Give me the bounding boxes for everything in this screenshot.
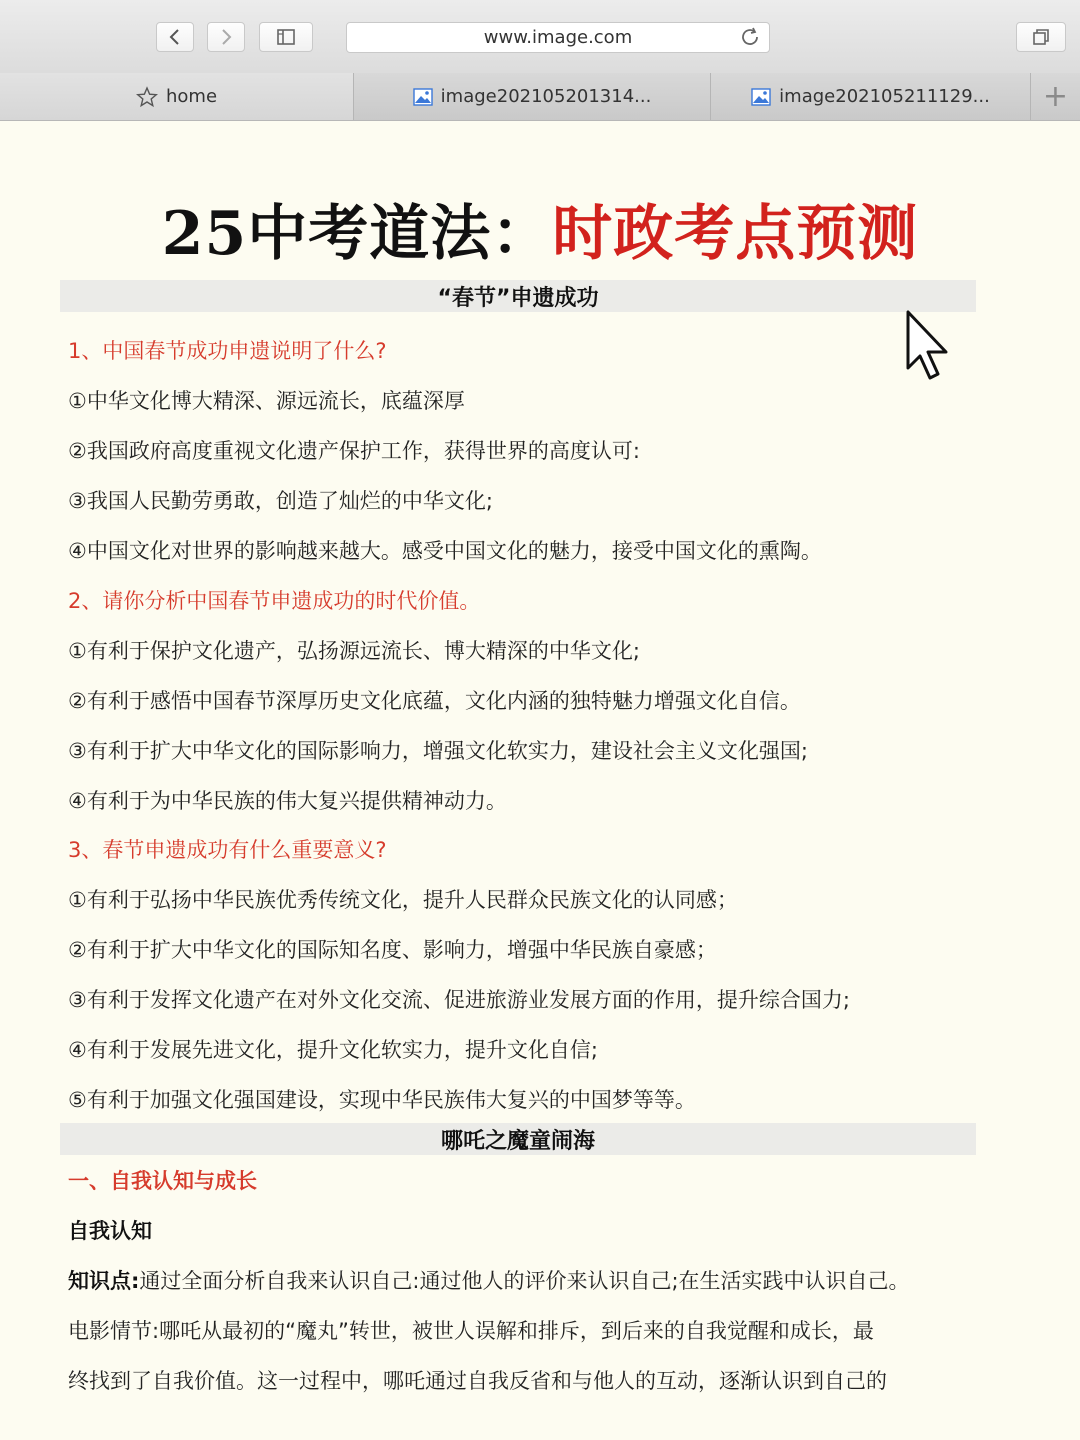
title-highlight: 时政考点预测 [552, 199, 919, 269]
tab-overview-button[interactable] [1016, 22, 1066, 52]
address-bar[interactable] [346, 22, 770, 53]
page-title [0, 186, 1080, 272]
browser-toolbar [0, 0, 1080, 74]
url-text: www.image.com [483, 27, 633, 48]
subheading-self-cognition: 自我认知 [68, 1219, 152, 1243]
forward-button[interactable] [207, 22, 245, 52]
answer-item: ③有利于扩大中华文化的国际影响力，增强文化软实力，建设社会主义文化强国; [68, 739, 808, 763]
subheading-self-awareness: 一、自我认知与成长 [68, 1169, 257, 1193]
answer-item: ③我国人民勤劳勇敢，创造了灿烂的中华文化; [68, 489, 493, 513]
movie-plot-line: 终找到了自我价值。这一过程中，哪吒通过自我反省和与他人的互动，逐渐认识到自己的 [68, 1369, 887, 1393]
knowledge-point-text: 通过全面分析自我来认识自己:通过他人的评价来认识自己;在生活实践中认识自己。 [139, 1269, 910, 1293]
answer-item: ②我国政府高度重视文化遗产保护工作，获得世界的高度认可: [68, 439, 640, 463]
image-icon [751, 88, 771, 106]
mouse-cursor-icon [904, 310, 958, 382]
section-heading-nezha: 哪吒之魔童闹海 [60, 1123, 976, 1155]
question-3: 3、春节申遗成功有什么重要意义? [68, 838, 387, 862]
answer-item: ①有利于弘扬中华民族优秀传统文化，提升人民群众民族文化的认同感； [68, 888, 738, 912]
tab-label: image202105201314... [440, 86, 652, 107]
movie-plot-line: 电影情节:哪吒从最初的“魔丸”转世，被世人误解和排斥，到后来的自我觉醒和成长，最 [68, 1319, 874, 1343]
answer-item: ⑤有利于加强文化强国建设，实现中华民族伟大复兴的中国梦等等。 [68, 1088, 696, 1112]
tabs-icon [1032, 28, 1050, 46]
tab-bar [0, 73, 1080, 121]
new-tab-button[interactable] [1031, 73, 1080, 120]
question-2: 2、请你分析中国春节申遗成功的时代价值。 [68, 589, 481, 613]
tab-label: home [165, 86, 218, 107]
sidebar-button[interactable] [259, 22, 313, 52]
answer-item: ②有利于扩大中华文化的国际知名度、影响力，增强中华民族自豪感； [68, 938, 717, 962]
sidebar-icon [277, 29, 295, 45]
knowledge-point [68, 1266, 1028, 1296]
answer-item: ③有利于发挥文化遗产在对外文化交流、促进旅游业发展方面的作用，提升综合国力; [68, 988, 850, 1012]
tab-label: image202105211129... [779, 86, 990, 107]
knowledge-point-label: 知识点: [68, 1269, 140, 1293]
section-heading-spring-festival: “春节”申遗成功 [60, 280, 976, 312]
answer-item: ①中华文化博大精深、源远流长，底蕴深厚 [68, 389, 465, 413]
answer-item: ④有利于为中华民族的伟大复兴提供精神动力。 [68, 789, 507, 813]
answer-item: ④有利于发展先进文化，提升文化软实力，提升文化自信; [68, 1038, 598, 1062]
plus-icon: + [1042, 79, 1069, 114]
chevron-right-icon [219, 28, 233, 46]
star-icon [136, 86, 158, 108]
reload-icon [739, 26, 761, 48]
answer-item: ①有利于保护文化遗产，弘扬源远流长、博大精深的中华文化; [68, 639, 640, 663]
question-1: 1、中国春节成功申遗说明了什么? [68, 339, 387, 363]
answer-item: ②有利于感悟中国春节深厚历史文化底蕴，文化内涵的独特魅力增强文化自信。 [68, 689, 801, 713]
chevron-left-icon [168, 28, 182, 46]
tab-home[interactable] [0, 73, 354, 120]
back-button[interactable] [156, 22, 194, 52]
tab-image-2[interactable] [711, 73, 1031, 120]
image-icon [413, 88, 433, 106]
reload-button[interactable] [739, 26, 761, 53]
tab-image-1[interactable] [354, 73, 711, 120]
answer-item: ④中国文化对世界的影响越来越大。感受中国文化的魅力，接受中国文化的熏陶。 [68, 539, 822, 563]
title-prefix: 25中考道法： [161, 199, 553, 269]
